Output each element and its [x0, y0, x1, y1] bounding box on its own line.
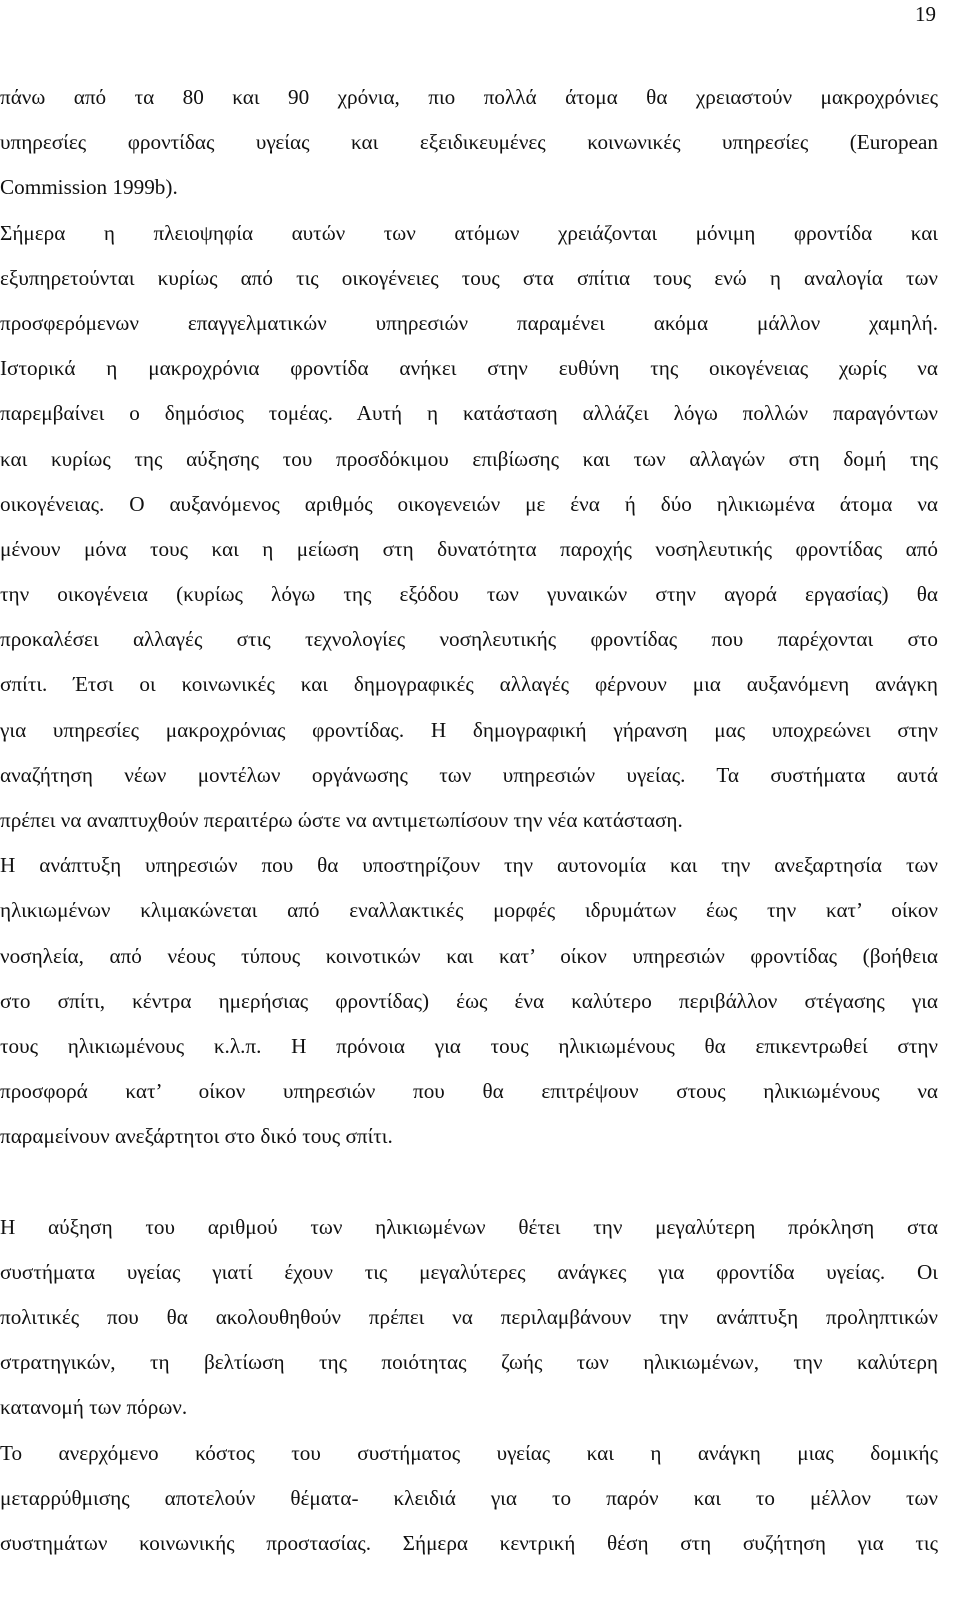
- text-line: εξυπηρετούνται κυρίως από τις οικογένειες τους στα σπίτια τους ενώ η αναλογία των: [0, 265, 938, 290]
- text-line: πολιτικές που θα ακολουθηθούν πρέπει να περιλαμβάνουν την ανάπτυξη προληπτικών: [0, 1305, 938, 1330]
- text-line: στο σπίτι, κέντρα ημερήσιας φροντίδας) έως ένα καλύτερο περιβάλλον στέγασης για: [0, 988, 938, 1013]
- text-line: προκαλέσει αλλαγές στις τεχνολογίες νοσηλευτικής φροντίδας που παρέχονται στο: [0, 627, 938, 652]
- paragraph-gap: [0, 1163, 938, 1208]
- text-line: Το ανερχόμενο κόστος του συστήματος υγείας και η ανάγκη μιας δομικής: [0, 1440, 938, 1465]
- text-line: μεταρρύθμισης αποτελούν θέματα- κλειδιά για το παρόν και το μέλλον των: [0, 1485, 938, 1510]
- text-line: Η αύξηση του αριθμού των ηλικιωμένων θέτει την μεγαλύτερη πρόκληση στα: [0, 1214, 938, 1239]
- text-line: ηλικιωμένων κλιμακώνεται από εναλλακτικές μορφές ιδρυμάτων έως την κατ’ οίκον: [0, 898, 938, 923]
- text-line: συστημάτων κοινωνικής προστασίας. Σήμερα κεντρική θέση στη συζήτηση για τις: [0, 1531, 938, 1555]
- text-line: συστήματα υγείας γιατί έχουν τις μεγαλύτερες ανάγκες για φροντίδα υγείας. Οι: [0, 1259, 938, 1284]
- text-line: Commission 1999b).: [0, 175, 178, 200]
- text-line: Η ανάπτυξη υπηρεσιών που θα υποστηρίζουν την αυτονομία και την ανεξαρτησία των: [0, 853, 938, 878]
- text-line: για υπηρεσίες μακροχρόνιας φροντίδας. Η δημογραφική γήρανση μας υποχρεώνει στην: [0, 717, 938, 742]
- page-number: 19: [915, 2, 936, 26]
- text-line: υπηρεσίες φροντίδας υγείας και εξειδικευμένες κοινωνικές υπηρεσίες (European: [0, 130, 938, 155]
- text-line: παρεμβαίνει ο δημόσιος τομέας. Αυτή η κατάσταση αλλάζει λόγω πολλών παραγόντων: [0, 401, 938, 426]
- text-line: Ιστορικά η μακροχρόνια φροντίδα ανήκει στην ευθύνη της οικογένειας χωρίς να: [0, 356, 938, 381]
- text-line: σπίτι. Έτσι οι κοινωνικές και δημογραφικές αλλαγές φέρνουν μια αυξανόμενη ανάγκη: [0, 672, 938, 697]
- text-line: προσφορά κατ’ οίκον υπηρεσιών που θα επιτρέψουν στους ηλικιωμένους να: [0, 1079, 938, 1104]
- text-line: κατανομή των πόρων.: [0, 1395, 188, 1420]
- document-body: [0, 78, 938, 1569]
- text-line: πάνω από τα 80 και 90 χρόνια, πιο πολλά άτομα θα χρειαστούν μακροχρόνιες: [0, 85, 938, 109]
- text-line: στρατηγικών, τη βελτίωση της ποιότητας ζωής των ηλικιωμένων, την καλύτερη: [0, 1350, 938, 1375]
- text-line: την οικογένεια (κυρίως λόγω της εξόδου των γυναικών στην αγορά εργασίας) θα: [0, 582, 938, 607]
- text-line: προσφερόμενων επαγγελματικών υπηρεσιών παραμένει ακόμα μάλλον χαμηλή.: [0, 310, 938, 335]
- text-line: και κυρίως της αύξησης του προσδόκιμου επιβίωσης και των αλλαγών στη δομή της: [0, 446, 938, 471]
- text-line: παραμείνουν ανεξάρτητοι στο δικό τους σπίτι.: [0, 1124, 393, 1149]
- text-line: νοσηλεία, από νέους τύπους κοινοτικών και κατ’ οίκον υπηρεσιών φροντίδας (βοήθεια: [0, 943, 938, 968]
- text-line: Σήμερα η πλειοψηφία αυτών των ατόμων χρειάζονται μόνιμη φροντίδα και: [0, 220, 938, 245]
- text-line: τους ηλικιωμένους κ.λ.π. Η πρόνοια για τους ηλικιωμένους θα επικεντρωθεί στην: [0, 1033, 938, 1058]
- text-line: μένουν μόνα τους και η μείωση στη δυνατότητα παροχής νοσηλευτικής φροντίδας από: [0, 536, 938, 561]
- text-line: πρέπει να αναπτυχθούν περαιτέρω ώστε να αντιμετωπίσουν την νέα κατάσταση.: [0, 808, 683, 832]
- text-line: οικογένειας. Ο αυξανόμενος αριθμός οικογενειών με ένα ή δύο ηλικιωμένα άτομα να: [0, 491, 938, 516]
- text-line: αναζήτηση νέων μοντέλων οργάνωσης των υπηρεσιών υγείας. Τα συστήματα αυτά: [0, 762, 938, 787]
